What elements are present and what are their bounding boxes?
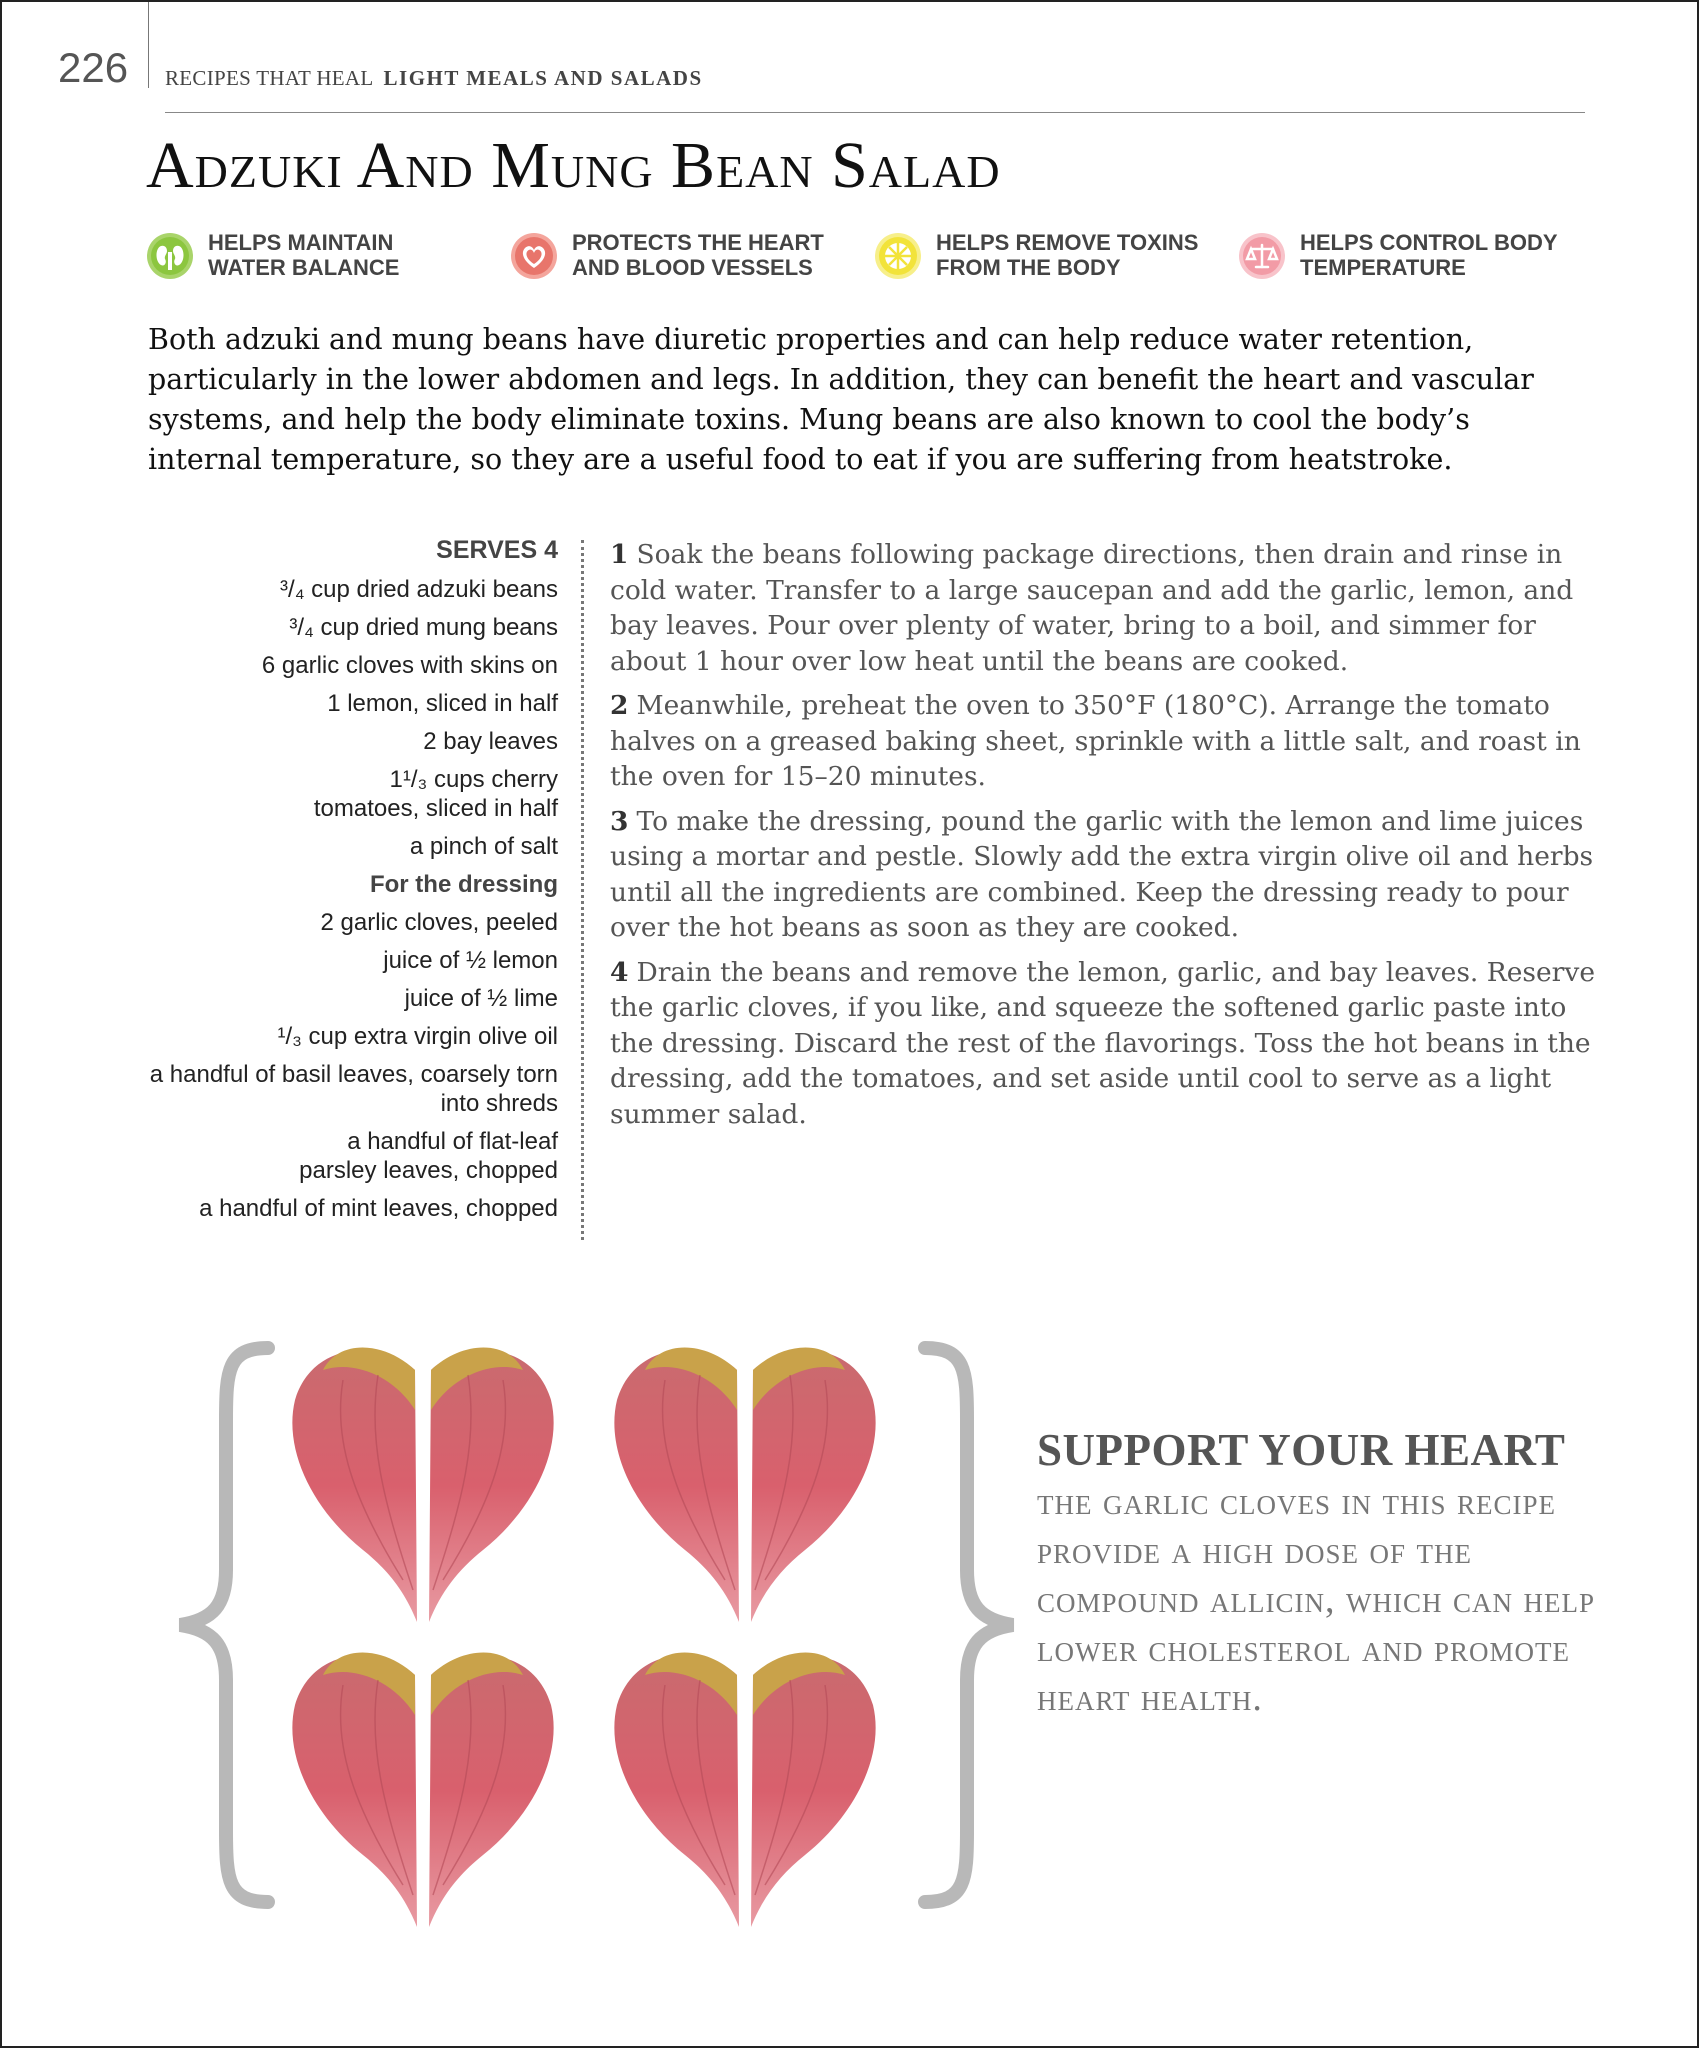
benefit-label: HELPS REMOVE TOXINS FROM THE BODY — [936, 230, 1199, 280]
garlic-heart-icon — [283, 1635, 563, 1935]
ingredient-item: 2 bay leaves — [423, 728, 558, 755]
method-step — [610, 804, 1595, 946]
method-step — [610, 955, 1595, 1133]
header-divider — [148, 2, 149, 88]
ingredient-item: a handful of mint leaves, chopped — [199, 1195, 558, 1222]
balance-icon — [1238, 232, 1286, 280]
step-number: 1 — [610, 539, 629, 570]
method-step — [610, 688, 1595, 795]
ingredient-item: ³/₄ cup dried adzuki beans — [280, 576, 558, 603]
lemon-icon — [874, 232, 922, 280]
header-subsection: LIGHT MEALS AND SALADS — [383, 66, 703, 90]
garlic-heart-icon — [283, 1330, 563, 1630]
right-brace-icon — [905, 1340, 1025, 1910]
kidney-icon — [146, 232, 194, 280]
garlic-heart-icon — [605, 1330, 885, 1630]
step-number: 2 — [610, 690, 629, 721]
recipe-title: Adzuki And Mung Bean Salad — [146, 129, 1001, 202]
ingredient-item: 6 garlic cloves with skins on — [261, 652, 558, 679]
ingredient-item: a pinch of salt — [409, 833, 558, 860]
ingredient-item: 1 lemon, sliced in half — [327, 690, 558, 717]
intro-paragraph: Both adzuki and mung beans have diuretic properties and can help reduce water retention, particularly in the lower abdomen and legs. In addition, they can benefit the heart and vascular systems, and help the body eliminate toxins. Mung beans are also known to cool the body’s internal temperature, so they are a useful food to eat if you are suffering from heatstroke. — [148, 323, 1534, 476]
step-text: Meanwhile, preheat the oven to 350°F (180°C). Arrange the tomato halves on a greased baking sheet, sprinkle with a little salt, and roast in the oven for 15–20 minutes. — [610, 690, 1581, 792]
ingredient-item: ¹/₃ cup extra virgin olive oil — [277, 1023, 558, 1050]
ingredient-item: 2 garlic cloves, peeled — [320, 909, 558, 936]
heart-icon — [510, 232, 558, 280]
step-text: To make the dressing, pound the garlic with the lemon and lime juices using a mortar and pestle. Slowly add the extra virgin olive oil and herbs until all the ingredients are combined. Keep the dressing ready to pour over the hot beans as soon as they are cooked. — [610, 805, 1594, 943]
ingredient-item: a handful of flat-leaf parsley leaves, chopped — [299, 1128, 558, 1184]
support-title: SUPPORT YOUR HEART — [1037, 1425, 1566, 1475]
benefit-label: HELPS MAINTAIN WATER BALANCE — [208, 230, 400, 280]
method-steps — [610, 537, 1595, 1141]
ingredient-item: ³/₄ cup dried mung beans — [289, 614, 558, 641]
column-divider — [581, 540, 584, 1240]
header-rule — [165, 112, 1585, 113]
dressing-heading: For the dressing — [369, 871, 558, 898]
ingredient-item: juice of ½ lemon — [383, 947, 558, 974]
step-number: 3 — [610, 805, 629, 837]
step-number: 4 — [610, 956, 629, 988]
running-header — [165, 66, 703, 91]
page-number: 226 — [58, 44, 129, 91]
serves-label: SERVES 4 — [436, 536, 558, 564]
step-text: Soak the beans following package directions, then drain and rinse in cold water. Transfer to a large saucepan and add the garlic, lemon, and bay leaves. Pour over plenty of water, bring to a boil, and simmer for about 1 hour over low heat until the beans are cooked. — [610, 539, 1574, 677]
ingredient-item: juice of ½ lime — [404, 985, 558, 1012]
method-step — [610, 537, 1595, 679]
step-text: Drain the beans and remove the lemon, garlic, and bay leaves. Reserve the garlic cloves, if you like, and squeeze the softened garlic paste into the dressing. Discard the rest of the flavorings. Toss the hot beans in the dressing, add the tomatoes, and set aside until cool to serve as a light summer salad. — [610, 956, 1596, 1130]
left-brace-icon — [168, 1340, 288, 1910]
benefit-label: HELPS CONTROL BODY TEMPERATURE — [1300, 230, 1558, 280]
garlic-heart-icon — [605, 1635, 885, 1935]
ingredient-item: 1¹/₃ cups cherry tomatoes, sliced in half — [313, 766, 558, 822]
header-section: RECIPES THAT HEAL — [165, 66, 374, 90]
benefit-label: PROTECTS THE HEART AND BLOOD VESSELS — [572, 230, 824, 280]
ingredients-list — [140, 535, 558, 1232]
ingredient-item: a handful of basil leaves, coarsely torn into shreds — [149, 1061, 558, 1117]
support-body: the garlic cloves in this recipe provide a high dose of the compound allicin, which can help lower cholesterol and promote heart health. — [1037, 1481, 1595, 1719]
